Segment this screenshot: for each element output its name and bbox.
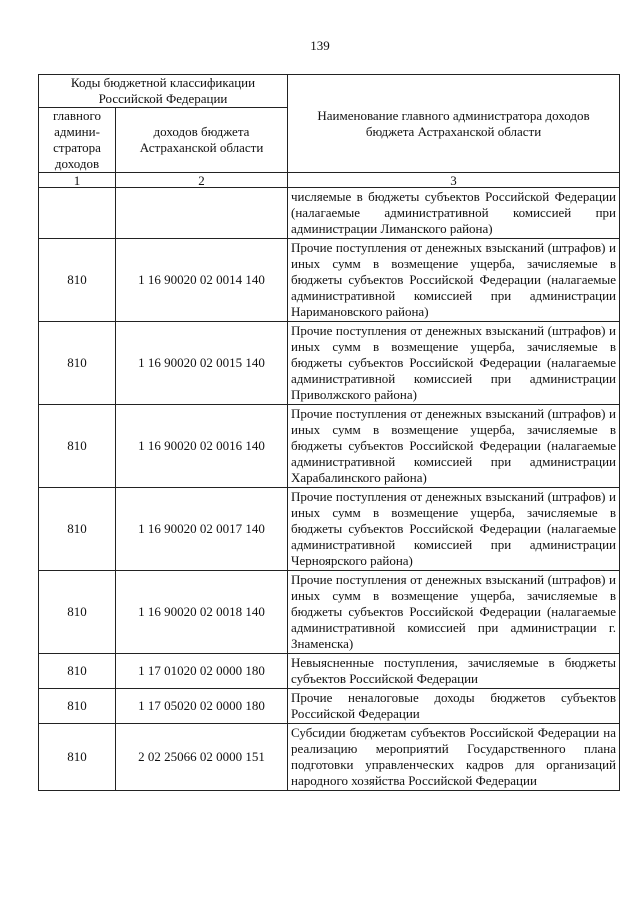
column-number-1: 1 bbox=[39, 173, 116, 188]
revenue-name-cell: Невыясненные поступления, зачисляемые в бюджеты субъектов Российской Федерации bbox=[288, 654, 620, 689]
revenue-name-cell: Субсидии бюджетам субъектов Российской Федерации на реализацию мероприятий Государственного плана подготовки управленческих кадров для организаций народного хозяйства Российской Федерации bbox=[288, 724, 620, 791]
admin-code-cell: 810 bbox=[39, 654, 116, 689]
table-row bbox=[39, 724, 620, 791]
revenue-code-cell: 1 16 90020 02 0017 140 bbox=[116, 488, 288, 571]
revenue-code-cell: 1 16 90020 02 0018 140 bbox=[116, 571, 288, 654]
header-group-title: Коды бюджетной классификации Российской Федерации bbox=[39, 75, 288, 108]
admin-code-cell: 810 bbox=[39, 405, 116, 488]
table-row bbox=[39, 689, 620, 724]
revenue-code-cell: 1 16 90020 02 0015 140 bbox=[116, 322, 288, 405]
revenue-code-cell bbox=[116, 188, 288, 239]
header-col3-title: Наименование главного администратора доходов бюджета Астраханской области bbox=[288, 75, 620, 173]
admin-code-cell bbox=[39, 188, 116, 239]
revenue-name-cell: Прочие неналоговые доходы бюджетов субъектов Российской Федерации bbox=[288, 689, 620, 724]
header-col2-title: доходов бюджета Астраханской области bbox=[116, 108, 288, 173]
admin-code-cell: 810 bbox=[39, 689, 116, 724]
admin-code-cell: 810 bbox=[39, 571, 116, 654]
table-body bbox=[39, 75, 620, 791]
revenue-code-cell: 1 16 90020 02 0016 140 bbox=[116, 405, 288, 488]
revenue-name-cell: Прочие поступления от денежных взысканий (штрафов) и иных сумм в возмещение ущерба, зачисляемые в бюджеты субъектов Российской Федерации (налагаемые административной комиссией при администрации г. Знаменска) bbox=[288, 571, 620, 654]
table-row bbox=[39, 405, 620, 488]
revenue-name-cell: Прочие поступления от денежных взысканий (штрафов) и иных сумм в возмещение ущерба, зачисляемые в бюджеты субъектов Российской Федерации (налагаемые административной комиссией при администрации Приволжского района) bbox=[288, 322, 620, 405]
budget-classification-table bbox=[38, 74, 620, 791]
table-row bbox=[39, 239, 620, 322]
table-row bbox=[39, 188, 620, 239]
column-number-3: 3 bbox=[288, 173, 620, 188]
revenue-code-cell: 1 17 01020 02 0000 180 bbox=[116, 654, 288, 689]
table-row bbox=[39, 654, 620, 689]
column-number-row bbox=[39, 173, 620, 188]
page-number: 139 bbox=[310, 38, 330, 53]
table-row bbox=[39, 322, 620, 405]
admin-code-cell: 810 bbox=[39, 488, 116, 571]
revenue-code-cell: 1 16 90020 02 0014 140 bbox=[116, 239, 288, 322]
revenue-code-cell: 1 17 05020 02 0000 180 bbox=[116, 689, 288, 724]
admin-code-cell: 810 bbox=[39, 322, 116, 405]
admin-code-cell: 810 bbox=[39, 239, 116, 322]
revenue-name-cell: числяемые в бюджеты субъектов Российской Федерации (налагаемые административной комиссией при администрации Лиманского района) bbox=[288, 188, 620, 239]
header-row bbox=[39, 75, 620, 108]
header-col1-title: главного админи-стратора доходов bbox=[39, 108, 116, 173]
revenue-name-cell: Прочие поступления от денежных взысканий (штрафов) и иных сумм в возмещение ущерба, зачисляемые в бюджеты субъектов Российской Федерации (налагаемые административной комиссией при администрации Харабалинского района) bbox=[288, 405, 620, 488]
revenue-name-cell: Прочие поступления от денежных взысканий (штрафов) и иных сумм в возмещение ущерба, зачисляемые в бюджеты субъектов Российской Федерации (налагаемые административной комиссией при администрации Наримановского района) bbox=[288, 239, 620, 322]
revenue-code-cell: 2 02 25066 02 0000 151 bbox=[116, 724, 288, 791]
admin-code-cell: 810 bbox=[39, 724, 116, 791]
column-number-2: 2 bbox=[116, 173, 288, 188]
revenue-name-cell: Прочие поступления от денежных взысканий (штрафов) и иных сумм в возмещение ущерба, зачисляемые в бюджеты субъектов Российской Федерации (налагаемые административной комиссией при администрации Черноярского района) bbox=[288, 488, 620, 571]
table-row bbox=[39, 488, 620, 571]
table-row bbox=[39, 571, 620, 654]
